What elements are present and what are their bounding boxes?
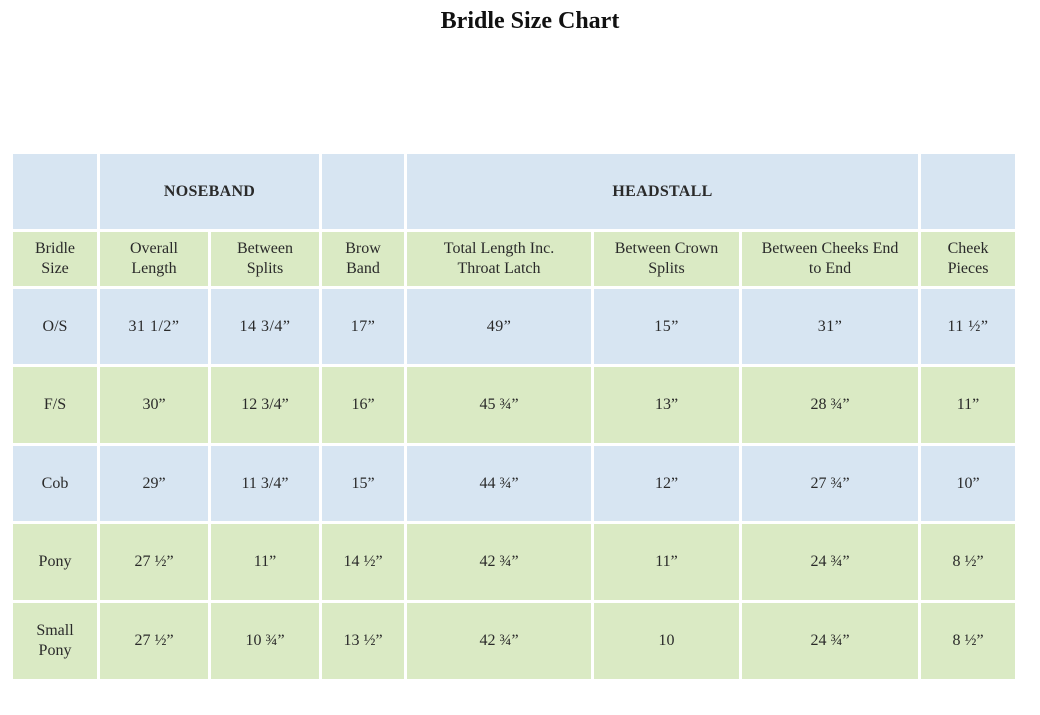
bridle-size-table bbox=[10, 151, 1018, 682]
header-line: Between bbox=[237, 240, 293, 257]
value-cell: 13 ½” bbox=[322, 603, 404, 679]
column-header bbox=[211, 232, 319, 286]
value-cell: 11 3/4” bbox=[211, 446, 319, 521]
value-cell: 12” bbox=[594, 446, 739, 521]
group-cell-empty bbox=[13, 154, 97, 229]
value-cell: 10” bbox=[921, 446, 1015, 521]
size-label: O/S bbox=[42, 317, 68, 335]
group-cell-empty bbox=[322, 154, 404, 229]
size-cell bbox=[13, 367, 97, 443]
value-cell: 31” bbox=[742, 289, 918, 364]
group-header-row bbox=[13, 154, 1015, 229]
header-line: Pieces bbox=[947, 260, 989, 277]
table-row bbox=[13, 289, 1015, 364]
header-line: to End bbox=[808, 260, 852, 277]
column-header bbox=[742, 232, 918, 286]
size-cell bbox=[13, 524, 97, 600]
page-title: Bridle Size Chart bbox=[440, 8, 620, 34]
value-cell: 45 ¾” bbox=[407, 367, 591, 443]
header-line: Overall bbox=[130, 240, 178, 257]
value-cell: 12 3/4” bbox=[211, 367, 319, 443]
group-cell-empty bbox=[921, 154, 1015, 229]
size-label: Pony bbox=[38, 553, 72, 570]
value-cell: 11” bbox=[921, 367, 1015, 443]
value-cell: 11” bbox=[211, 524, 319, 600]
header-line: Brow bbox=[345, 240, 381, 257]
column-header bbox=[322, 232, 404, 286]
header-line: Band bbox=[346, 260, 380, 277]
value-cell: 14 3/4” bbox=[211, 289, 319, 364]
column-header bbox=[594, 232, 739, 286]
group-label-headstall: HEADSTALL bbox=[612, 182, 713, 200]
size-cell bbox=[13, 603, 97, 679]
value-cell: 8 ½” bbox=[921, 603, 1015, 679]
header-line: Between Crown bbox=[614, 240, 719, 257]
size-label: F/S bbox=[43, 396, 67, 413]
value-cell: 27 ½” bbox=[100, 603, 208, 679]
header-line: Splits bbox=[648, 260, 685, 277]
header-line: Splits bbox=[246, 260, 284, 277]
table-row bbox=[13, 367, 1015, 443]
header-line: Cheek bbox=[947, 240, 989, 257]
size-cell bbox=[13, 289, 97, 364]
value-cell: 42 ¾” bbox=[407, 603, 591, 679]
size-cell bbox=[13, 446, 97, 521]
value-cell: 24 ¾” bbox=[742, 603, 918, 679]
group-label-noseband: NOSEBAND bbox=[163, 182, 256, 200]
value-cell: 29” bbox=[100, 446, 208, 521]
size-label: Small bbox=[36, 622, 74, 639]
table-row bbox=[13, 446, 1015, 521]
value-cell: 28 ¾” bbox=[742, 367, 918, 443]
value-cell: 49” bbox=[407, 289, 591, 364]
table-row bbox=[13, 524, 1015, 600]
column-header-row bbox=[13, 232, 1015, 286]
value-cell: 11 ½” bbox=[921, 289, 1015, 364]
value-cell: 13” bbox=[594, 367, 739, 443]
value-cell: 24 ¾” bbox=[742, 524, 918, 600]
value-cell: 44 ¾” bbox=[407, 446, 591, 521]
header-line: Between Cheeks End bbox=[761, 240, 899, 257]
value-cell: 11” bbox=[594, 524, 739, 600]
value-cell: 27 ½” bbox=[100, 524, 208, 600]
column-header bbox=[407, 232, 591, 286]
header-line: Bridle bbox=[35, 240, 75, 257]
header-line: Length bbox=[131, 260, 177, 277]
value-cell: 10 bbox=[594, 603, 739, 679]
group-headstall bbox=[407, 154, 918, 229]
value-cell: 30” bbox=[100, 367, 208, 443]
value-cell: 15” bbox=[594, 289, 739, 364]
value-cell: 27 ¾” bbox=[742, 446, 918, 521]
value-cell: 16” bbox=[322, 367, 404, 443]
size-label: Cob bbox=[41, 474, 69, 492]
value-cell: 14 ½” bbox=[322, 524, 404, 600]
value-cell: 31 1/2” bbox=[100, 289, 208, 364]
column-header bbox=[100, 232, 208, 286]
value-cell: 15” bbox=[322, 446, 404, 521]
table-row bbox=[13, 603, 1015, 679]
value-cell: 8 ½” bbox=[921, 524, 1015, 600]
header-line: Total Length Inc. bbox=[443, 240, 555, 257]
value-cell: 17” bbox=[322, 289, 404, 364]
column-header bbox=[13, 232, 97, 286]
size-label: Pony bbox=[38, 642, 72, 659]
header-line: Throat Latch bbox=[457, 260, 541, 277]
header-line: Size bbox=[41, 260, 69, 277]
value-cell: 42 ¾” bbox=[407, 524, 591, 600]
value-cell: 10 ¾” bbox=[211, 603, 319, 679]
column-header bbox=[921, 232, 1015, 286]
group-noseband bbox=[100, 154, 319, 229]
